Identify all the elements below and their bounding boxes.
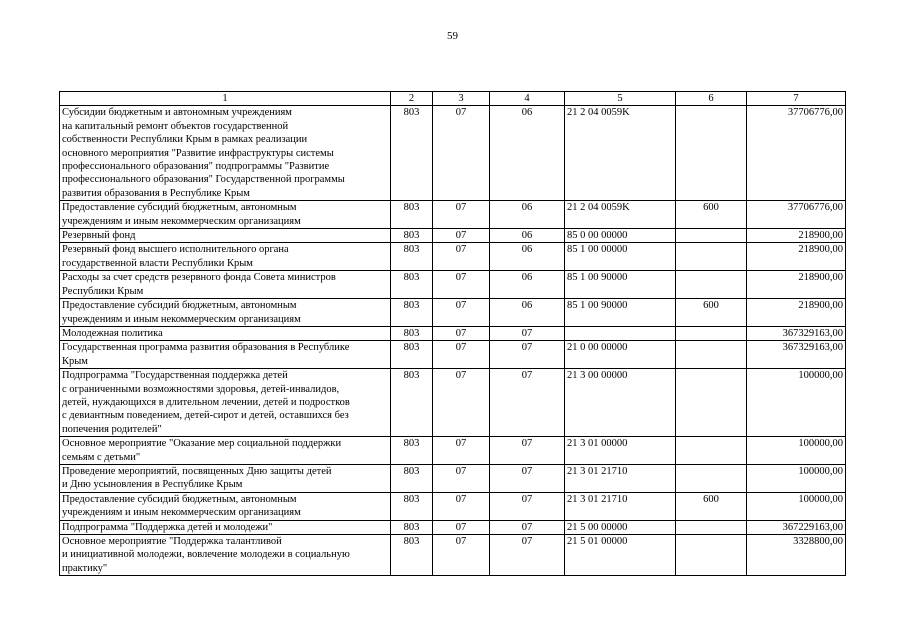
row-code-5: 21 3 01 00000	[565, 437, 676, 465]
table-row	[60, 437, 846, 465]
row-code-6	[676, 535, 747, 576]
row-amount: 37706776,00	[747, 106, 846, 201]
row-name: Субсидии бюджетным и автономным учреждениям на капитальный ремонт объектов государственной собственности Республики Крым в рамках реализации основного мероприятия "Развитие инфраструктуры системы профессионального образования" подпрограммы "Развитие профессионального образования" Государственной программы развития образования в Республике Крым	[60, 106, 391, 201]
row-code-4: 07	[490, 492, 565, 520]
row-code-5: 21 2 04 0059K	[565, 201, 676, 229]
row-code-4: 06	[490, 106, 565, 201]
row-code-3: 07	[433, 106, 490, 201]
row-code-2: 803	[391, 520, 433, 534]
header-cell-5: 5	[565, 92, 676, 106]
header-cell-6: 6	[676, 92, 747, 106]
header-cell-7: 7	[747, 92, 846, 106]
row-code-4: 06	[490, 243, 565, 271]
table-row	[60, 229, 846, 243]
row-code-3: 07	[433, 243, 490, 271]
table-row	[60, 299, 846, 327]
row-amount: 367329163,00	[747, 326, 846, 340]
row-code-5: 85 1 00 90000	[565, 271, 676, 299]
row-amount: 100000,00	[747, 492, 846, 520]
row-code-6	[676, 437, 747, 465]
row-code-3: 07	[433, 535, 490, 576]
row-code-4: 07	[490, 535, 565, 576]
row-code-2: 803	[391, 229, 433, 243]
row-code-3: 07	[433, 299, 490, 327]
table-row	[60, 326, 846, 340]
row-code-5: 21 3 01 21710	[565, 464, 676, 492]
table-row	[60, 106, 846, 201]
row-code-2: 803	[391, 271, 433, 299]
row-code-6	[676, 464, 747, 492]
row-name: Подпрограмма "Государственная поддержка детей с ограниченными возможностями здоровья, детей-инвалидов, детей, нуждающихся в длительном лечении, детей и подростков с девиантным поведением, детей-сирот и детей, оставшихся без попечения родителей"	[60, 369, 391, 437]
row-code-5: 21 0 00 00000	[565, 341, 676, 369]
header-row	[60, 92, 846, 106]
row-amount: 218900,00	[747, 299, 846, 327]
row-name: Расходы за счет средств резервного фонда Совета министров Республики Крым	[60, 271, 391, 299]
row-amount: 100000,00	[747, 464, 846, 492]
row-code-6: 600	[676, 299, 747, 327]
row-code-6	[676, 106, 747, 201]
row-code-6	[676, 341, 747, 369]
row-code-4: 07	[490, 520, 565, 534]
row-name: Молодежная политика	[60, 326, 391, 340]
row-code-3: 07	[433, 326, 490, 340]
row-code-6	[676, 520, 747, 534]
row-code-3: 07	[433, 492, 490, 520]
row-code-6: 600	[676, 201, 747, 229]
row-amount: 367329163,00	[747, 341, 846, 369]
row-code-5: 21 2 04 0059K	[565, 106, 676, 201]
row-code-4: 07	[490, 369, 565, 437]
table-row	[60, 243, 846, 271]
row-code-2: 803	[391, 326, 433, 340]
row-amount: 367229163,00	[747, 520, 846, 534]
row-code-2: 803	[391, 299, 433, 327]
row-amount: 218900,00	[747, 271, 846, 299]
row-name: Основное мероприятие "Оказание мер социальной поддержки семьям с детьми"	[60, 437, 391, 465]
header-cell-2: 2	[391, 92, 433, 106]
row-code-3: 07	[433, 229, 490, 243]
row-code-5: 21 5 00 00000	[565, 520, 676, 534]
page-number: 59	[447, 30, 458, 42]
row-code-2: 803	[391, 341, 433, 369]
row-code-2: 803	[391, 492, 433, 520]
row-name: Предоставление субсидий бюджетным, автономным учреждениям и иным некоммерческим организациям	[60, 492, 391, 520]
row-name: Предоставление субсидий бюджетным, автономным учреждениям и иным некоммерческим организациям	[60, 201, 391, 229]
row-code-2: 803	[391, 464, 433, 492]
row-amount: 218900,00	[747, 243, 846, 271]
row-name: Основное мероприятие "Поддержка талантливой и инициативной молодежи, вовлечение молодежи в социальную практику"	[60, 535, 391, 576]
table-row	[60, 271, 846, 299]
row-code-3: 07	[433, 201, 490, 229]
row-code-6	[676, 326, 747, 340]
row-code-4: 06	[490, 299, 565, 327]
row-name: Проведение мероприятий, посвященных Дню защиты детей и Дню усыновления в Республике Крым	[60, 464, 391, 492]
header-cell-4: 4	[490, 92, 565, 106]
table-row	[60, 201, 846, 229]
row-code-2: 803	[391, 106, 433, 201]
row-code-5: 21 3 01 21710	[565, 492, 676, 520]
row-code-5: 85 0 00 00000	[565, 229, 676, 243]
row-amount: 218900,00	[747, 229, 846, 243]
row-code-3: 07	[433, 464, 490, 492]
row-name: Предоставление субсидий бюджетным, автономным учреждениям и иным некоммерческим организациям	[60, 299, 391, 327]
table-row	[60, 520, 846, 534]
header-cell-3: 3	[433, 92, 490, 106]
row-code-4: 07	[490, 464, 565, 492]
table-row	[60, 464, 846, 492]
row-code-4: 06	[490, 201, 565, 229]
row-code-6	[676, 229, 747, 243]
row-code-5: 21 5 01 00000	[565, 535, 676, 576]
row-amount: 100000,00	[747, 437, 846, 465]
row-code-5: 21 3 00 00000	[565, 369, 676, 437]
row-code-6: 600	[676, 492, 747, 520]
table-row	[60, 369, 846, 437]
table-row	[60, 492, 846, 520]
row-name: Государственная программа развития образования в Республике Крым	[60, 341, 391, 369]
row-amount: 100000,00	[747, 369, 846, 437]
row-code-4: 06	[490, 271, 565, 299]
budget-table	[59, 91, 846, 576]
row-name: Резервный фонд	[60, 229, 391, 243]
row-amount: 3328800,00	[747, 535, 846, 576]
row-code-2: 803	[391, 243, 433, 271]
row-code-3: 07	[433, 271, 490, 299]
row-code-3: 07	[433, 520, 490, 534]
row-code-2: 803	[391, 437, 433, 465]
row-code-6	[676, 243, 747, 271]
row-code-3: 07	[433, 437, 490, 465]
row-code-5: 85 1 00 90000	[565, 299, 676, 327]
row-name: Подпрограмма "Поддержка детей и молодежи"	[60, 520, 391, 534]
row-code-4: 06	[490, 229, 565, 243]
header-cell-1: 1	[60, 92, 391, 106]
row-code-3: 07	[433, 369, 490, 437]
row-name: Резервный фонд высшего исполнительного органа государственной власти Республики Крым	[60, 243, 391, 271]
row-code-4: 07	[490, 437, 565, 465]
row-code-3: 07	[433, 341, 490, 369]
row-code-5	[565, 326, 676, 340]
row-code-4: 07	[490, 341, 565, 369]
row-code-6	[676, 271, 747, 299]
table-row	[60, 341, 846, 369]
table-row	[60, 535, 846, 576]
row-code-2: 803	[391, 369, 433, 437]
row-code-4: 07	[490, 326, 565, 340]
row-code-2: 803	[391, 201, 433, 229]
row-amount: 37706776,00	[747, 201, 846, 229]
row-code-5: 85 1 00 00000	[565, 243, 676, 271]
row-code-6	[676, 369, 747, 437]
row-code-2: 803	[391, 535, 433, 576]
